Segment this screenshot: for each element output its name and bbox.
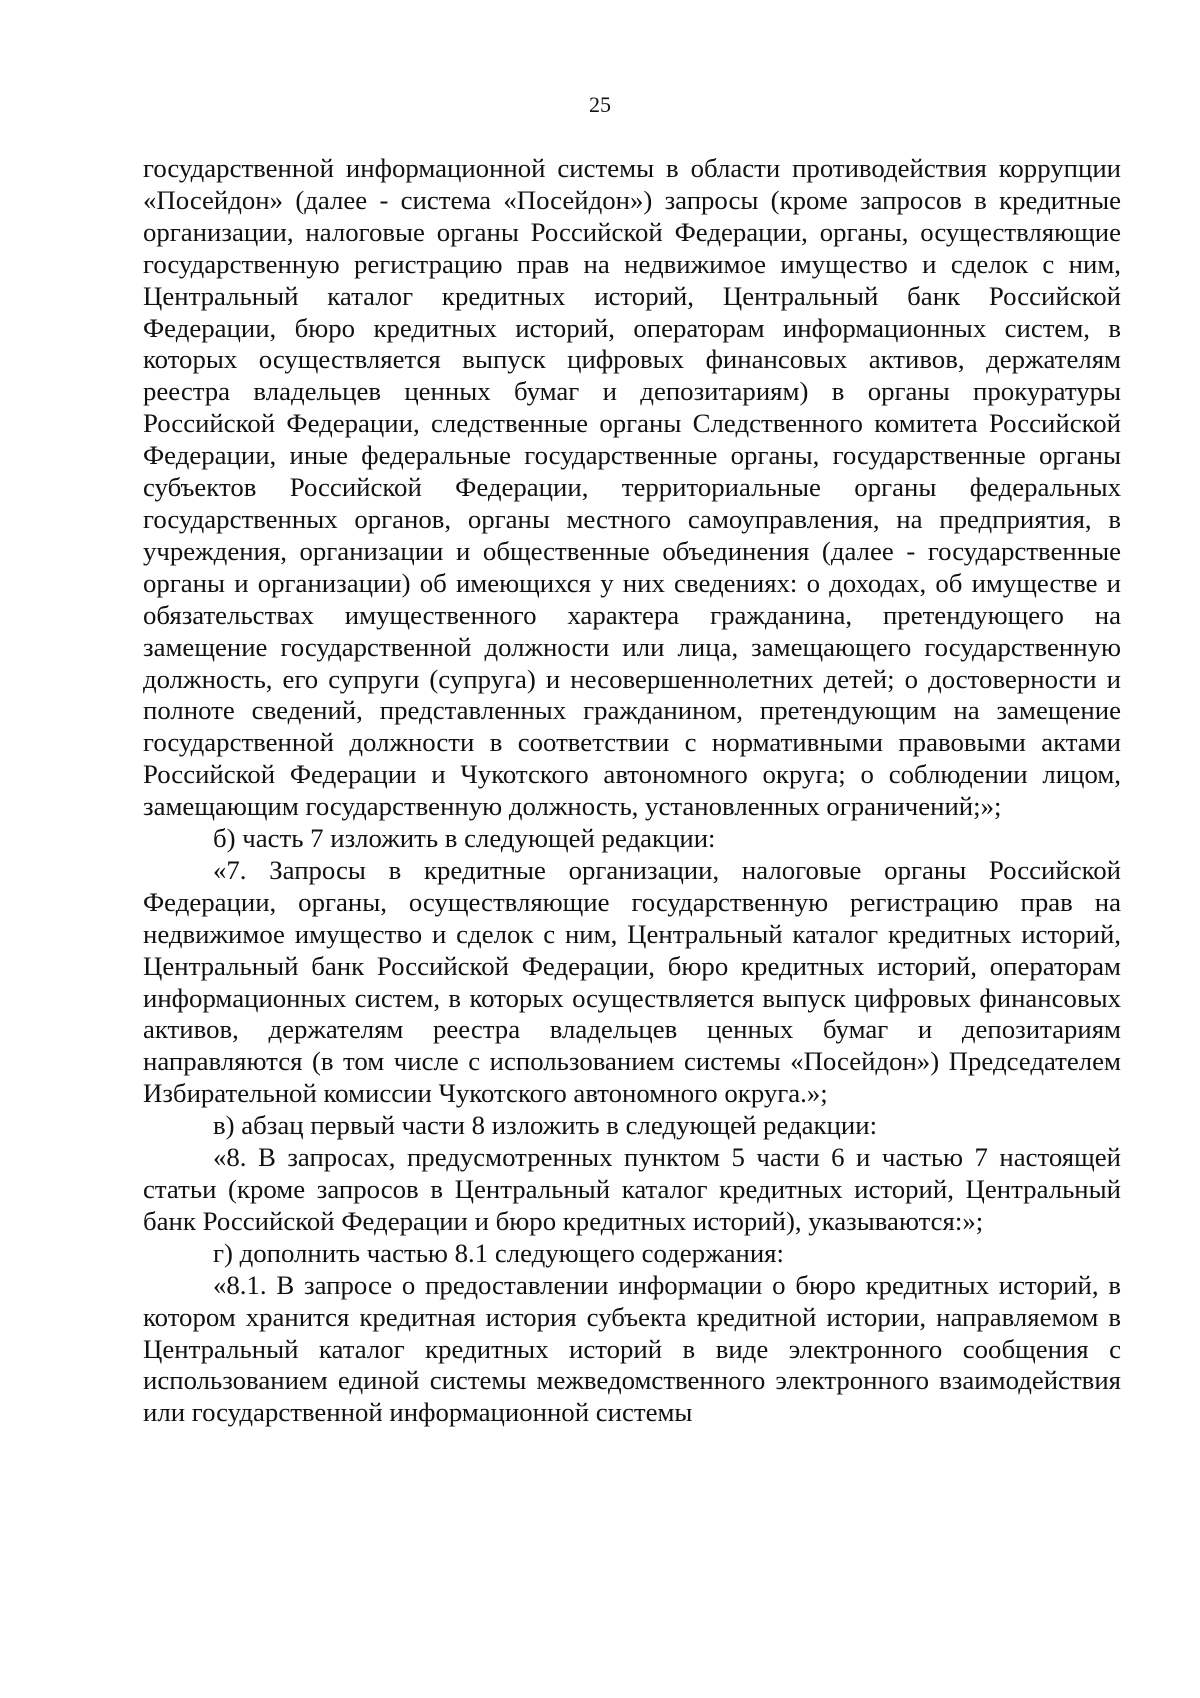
paragraph-continuation: государственной информационной системы в области противодействия коррупции «Посейдон» (далее - система «Посейдон») запросы (кроме запросов в кредитные организации, налоговые органы Российской Федерации, органы, осуществляющие государственную регистрацию прав на недвижимое имущество и сделок с ним, Центральный каталог кредитных историй, Центральный банк Российской Федерации, бюро кредитных историй, операторам информационных систем, в которых осуществляется выпуск цифровых финансовых активов, держателям реестра владельцев ценных бумаг и депозитариям) в органы прокуратуры Российской Федерации, следственные органы Следственного комитета Российской Федерации, иные федеральные государственные органы, государственные органы субъектов Российской Федерации, территориальные органы федеральных государственных органов, органы местного самоуправления, на предприятия, в учреждения, организации и общественные объединения (далее - государственные органы и организации) об имеющихся у них сведениях: о доходах, об имуществе и обязательствах имущественного характера гражданина, претендующего на замещение государственной должности или лица, замещающего государственную должность, его супруги (супруга) и несовершеннолетних детей; о достоверности и полноте сведений, представленных гражданином, претендующим на замещение государственной должности в соответствии с нормативными правовыми актами Российской Федерации и Чукотского автономного округа; о соблюдении лицом, замещающим государственную должность, установленных ограничений;»; — [143, 153, 1121, 822]
document-body — [143, 153, 1121, 1429]
paragraph-part-7: «7. Запросы в кредитные организации, налоговые органы Российской Федерации, органы, осуществляющие государственную регистрацию прав на недвижимое имущество и сделок с ним, Центральный каталог кредитных историй, Центральный банк Российской Федерации, бюро кредитных историй, операторам информационных систем, в которых осуществляется выпуск цифровых финансовых активов, держателям реестра владельцев ценных бумаг и депозитариям направляются (в том числе с использованием системы «Посейдон») Председателем Избирательной комиссии Чукотского автономного округа.»; — [143, 854, 1121, 1109]
paragraph-item-g: г) дополнить частью 8.1 следующего содержания: — [213, 1237, 784, 1268]
paragraph-item-b: б) часть 7 изложить в следующей редакции: — [213, 823, 716, 854]
paragraph-item-v: в) абзац первый части 8 изложить в следующей редакции: — [213, 1110, 878, 1141]
paragraph-part-8: «8. В запросах, предусмотренных пунктом 5 части 6 и частью 7 настоящей статьи (кроме запросов в Центральный каталог кредитных историй, Центральный банк Российской Федерации и бюро кредитных историй), указываются:»; — [143, 1142, 1121, 1236]
paragraph-part-8-1: «8.1. В запросе о предоставлении информации о бюро кредитных историй, в котором хранится кредитная история субъекта кредитной истории, направляемом в Центральный каталог кредитных историй в виде электронного сообщения с использованием единой системы межведомственного электронного взаимодействия или государственной информационной системы — [143, 1269, 1121, 1428]
page-number: 25 — [589, 92, 611, 117]
